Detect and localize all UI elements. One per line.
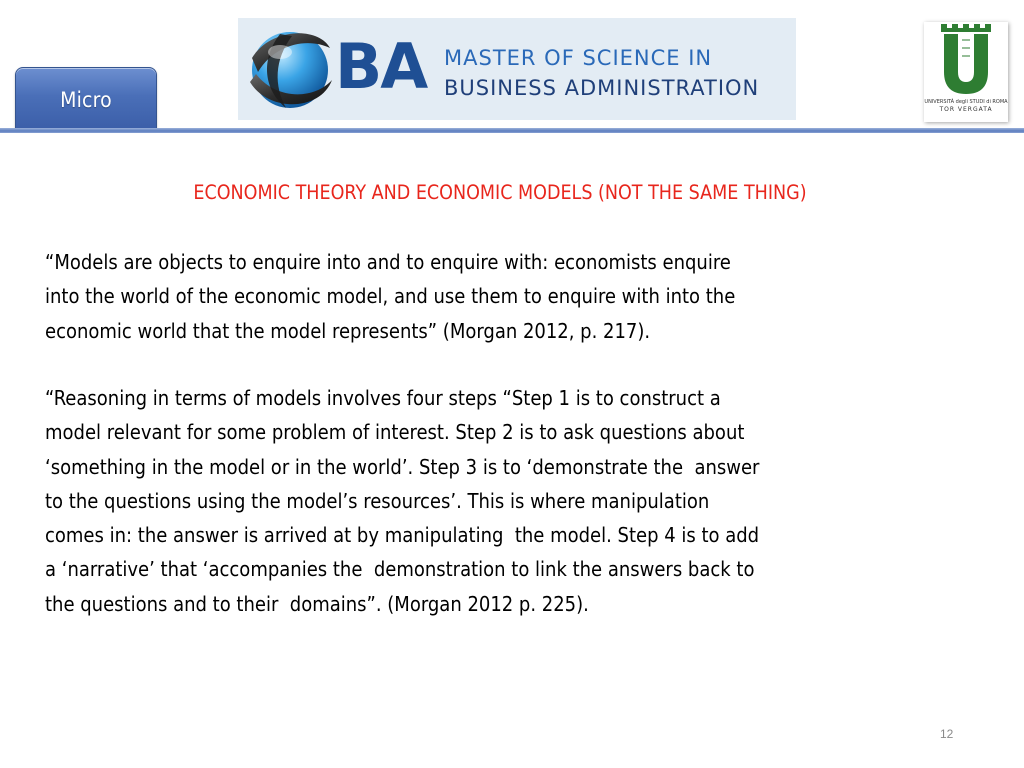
banner-title-line1: MASTER OF SCIENCE IN [444, 46, 713, 70]
globe-sphere-icon [240, 20, 336, 116]
banner-title-line2: BUSINESS ADMINISTRATION [444, 76, 760, 100]
page-number: 12 [940, 727, 954, 741]
university-logo [924, 22, 1008, 122]
paragraph-line: a ‘narrative’ that ‘accompanies the demonstration to link the answers back to [45, 557, 755, 582]
quote-paragraph-2 [45, 381, 965, 621]
university-caption-line1: UNIVERSITÀ degli STUDI di ROMA [924, 99, 1008, 105]
quote-paragraph-1 [45, 245, 965, 348]
university-caption-line2: TOR VERGATA [939, 106, 993, 113]
paragraph-line: economic world that the model represents” (Morgan 2012, p. 217). [45, 318, 651, 343]
section-tab-label: Micro [60, 88, 112, 112]
paragraph-line: to the questions using the model’s resources’. This is where manipulation [45, 488, 710, 513]
ba-wordmark: BA [335, 30, 427, 103]
university-tower-u-icon [924, 22, 1008, 98]
section-tab [15, 67, 157, 130]
paragraph-line: ‘something in the model or in the world’. Step 3 is to ‘demonstrate the answer [45, 454, 760, 479]
paragraph-line: “Reasoning in terms of models involves four steps “Step 1 is to construct a [45, 386, 721, 410]
paragraph-line: comes in: the answer is arrived at by manipulating the model. Step 4 is to add [45, 523, 760, 548]
header-divider [0, 128, 1024, 133]
mba-logo-banner [238, 18, 796, 120]
paragraph-line: model relevant for some problem of interest. Step 2 is to ask questions about [45, 420, 745, 445]
slide-title: ECONOMIC THEORY AND ECONOMIC MODELS (NOT THE SAME THING) [193, 181, 807, 204]
paragraph-line: into the world of the economic model, and use them to enquire with into the [45, 284, 736, 309]
paragraph-line: “Models are objects to enquire into and to enquire with: economists enquire [45, 250, 731, 274]
paragraph-line: the questions and to their domains”. (Morgan 2012 p. 225). [45, 591, 589, 616]
